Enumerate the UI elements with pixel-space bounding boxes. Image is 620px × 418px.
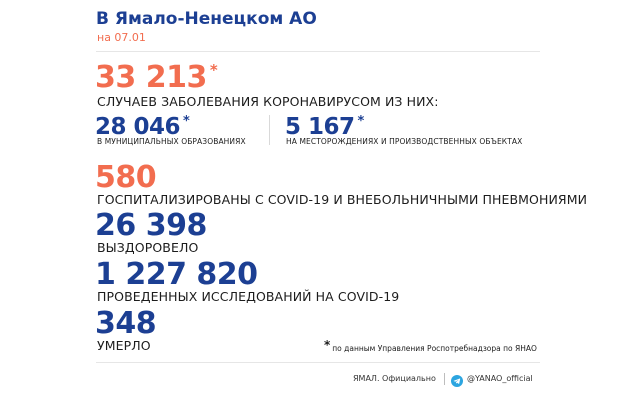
- page-title: В Ямало-Ненецком АО: [96, 9, 317, 29]
- brand-name: ЯМАЛ. Официально: [353, 374, 436, 383]
- bottom-divider: [96, 362, 540, 363]
- cases-asterisk: *: [209, 61, 218, 79]
- footer-separator: [444, 373, 445, 385]
- footnote-text: по данным Управления Роспотребнадзора по ЯНАО: [332, 344, 537, 353]
- telegram-icon-graphic: [451, 375, 463, 387]
- municipal-label: В МУНИЦИПАЛЬНЫХ ОБРАЗОВАНИЯХ: [97, 137, 246, 146]
- telegram-handle[interactable]: @YANAO_official: [467, 374, 533, 383]
- tests-label: ПРОВЕДЕННЫХ ИССЛЕДОВАНИЙ НА COVID-19: [97, 289, 400, 304]
- hospitalized-count: 580: [95, 160, 157, 195]
- fields-label: НА МЕСТОРОЖДЕНИЯХ И ПРОИЗВОДСТВЕННЫХ ОБЪЕКТАХ: [286, 137, 523, 146]
- fields-asterisk: *: [357, 114, 364, 129]
- report-date: на 07.01: [97, 31, 146, 44]
- tests-count: 1 227 820: [95, 257, 258, 292]
- recovered-label: ВЫЗДОРОВЕЛО: [97, 240, 199, 255]
- cases-label: СЛУЧАЕВ ЗАБОЛЕВАНИЯ КОРОНАВИРУСОМ ИЗ НИХ:: [97, 94, 439, 109]
- top-divider: [96, 51, 540, 52]
- deaths-count: 348: [95, 306, 157, 341]
- telegram-icon[interactable]: [451, 372, 463, 384]
- fields-value: 5 167: [285, 114, 355, 140]
- footnote-asterisk: *: [324, 338, 331, 352]
- cases-value: 33 213: [95, 60, 207, 95]
- municipal-asterisk: *: [183, 114, 190, 129]
- column-divider: [269, 115, 270, 145]
- deaths-label: УМЕРЛО: [97, 338, 151, 353]
- recovered-count: 26 398: [95, 208, 207, 243]
- municipal-value: 28 046: [95, 114, 181, 140]
- source-footnote: [324, 340, 537, 354]
- hospitalized-label: ГОСПИТАЛИЗИРОВАНЫ С COVID-19 И ВНЕБОЛЬНИЧНЫМИ ПНЕВМОНИЯМИ: [97, 192, 588, 207]
- cases-count: [95, 60, 217, 95]
